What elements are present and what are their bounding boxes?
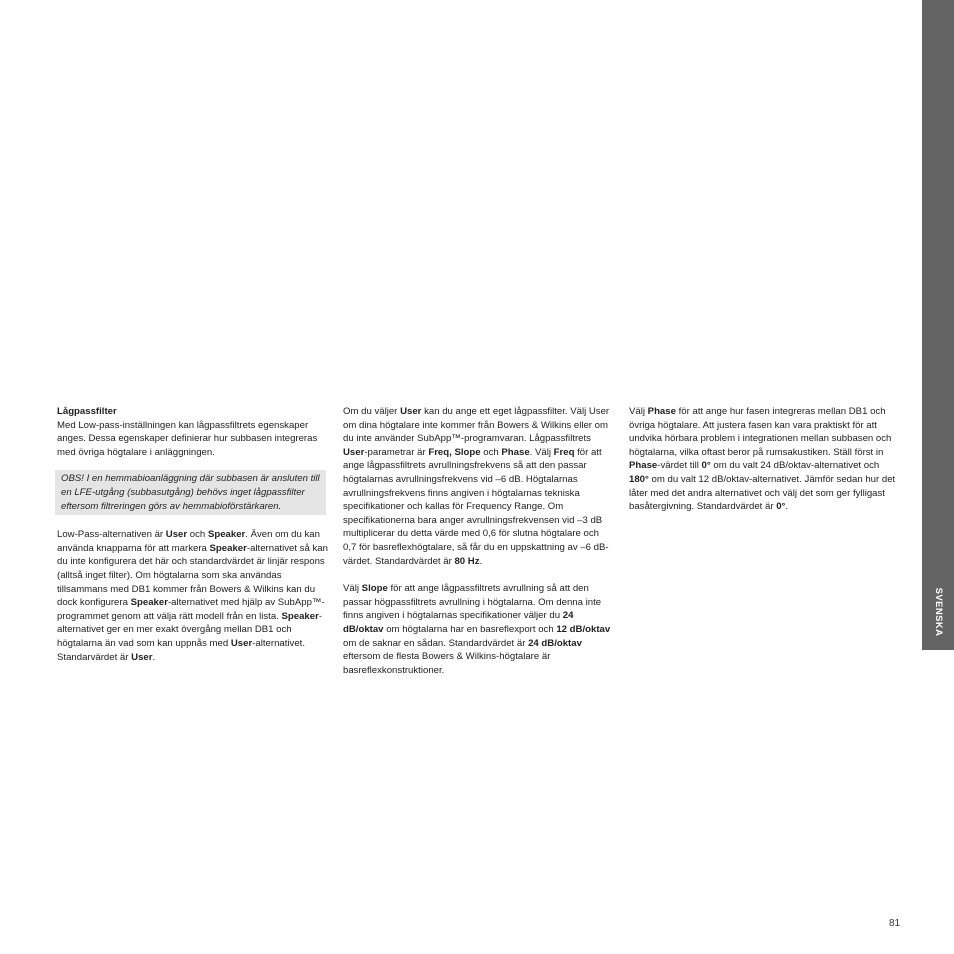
slope-paragraph: Välj Slope för att ange lågpassfiltrets avrullning så att den passar högpassfiltrets avrullning i högtalarna. Om denna inte finns angiven i högtalarnas specifikationer väljer du 24 dB/oktav om högtalarna har en basreflexport och 12 dB/oktav om de saknar en sådan. Standardvärdet är 24 dB/oktav eftersom de flesta Bowers & Wilkins-högtalare är basreflexkonstruktioner. [343,583,611,676]
user-filter-paragraph: Om du väljer User kan du ange ett eget lågpassfilter. Välj User om dina högtalare inte kommer från Bowers & Wilkins eller om du inte använder SubApp™-programvaran. Lågpassfiltrets User-parametrar är Freq, Slope och Phase. Välj Freq för att ange lågpassfiltrets avrullningsfrekvens så att den passar högtalarnas avrullningsfrekvens vid –6 dB. Högtalarnas avrullningsfrekvens finns angiven i högtalarnas tekniska specifikationer och kallas för Frequency Range. Om specifikationerna bara anger avrullningsfrekvensen vid –3 dB multiplicerar du detta värde med 0,6 för slutna högtalare och 0,7 för basreflexhögtalare, så får du en uppskattning av –6 dB-värdet. Standardvärdet är 80 Hz. [343,406,610,567]
intro-paragraph: Med Low-pass-inställningen kan lågpassfiltrets egenskaper anges. Dessa egenskaper definierar hur subbasen integreras med övriga högtalare i anläggningen. [57,419,318,458]
page-number: 81 [889,918,901,929]
column-1 [57,405,328,664]
column-2 [343,405,611,677]
language-side-tab [922,0,954,650]
column-3 [629,405,901,514]
phase-paragraph: Välj Phase för att ange hur fasen integreras mellan DB1 och övriga högtalare. Att justera fasen kan vara praktiskt för att undvika hörbara problem i integrationen mellan subbasen och högtalarna, vilka oftast beror på rumsakustiken. Ställ först in Phase-värdet till 0° om du valt 24 dB/oktav-alternativet och 180° om du valt 12 dB/oktav-alternativet. Jämför sedan hur det låter med det andra alternativet och välj det som ger fylligast basåtergivning. Standardvärdet är 0°. [629,406,896,513]
language-tab-label: SVENSKA [932,587,944,637]
section-title: Lågpassfilter [57,406,117,417]
lowpass-options-paragraph: Low-Pass-alternativen är User och Speaker. Även om du kan använda knapparna för att markera Speaker-alternativet så kan du inte konfigurera det här och standardvärdet är linjär respons (alltså inget filter). Om högtalarna som ska användas tillsammans med DB1 kommer från Bowers & Wilkins kan du dock konfigurera Speaker-alternativet med hjälp av SubApp™-programmet genom att välja rätt modell från en lista. Speaker-alternativet ger en mer exakt övergång mellan DB1 och högtalarna än vad som kan uppnås med User-alternativet. Standarvärdet är User. [57,529,328,663]
note-box: OBS! I en hemmabioanläggning där subbasen är ansluten till en LFE-utgång (subbasutgång) behövs inget lågpassfilter eftersom filtreringen görs av hemmabioförstärkaren. [55,470,326,515]
